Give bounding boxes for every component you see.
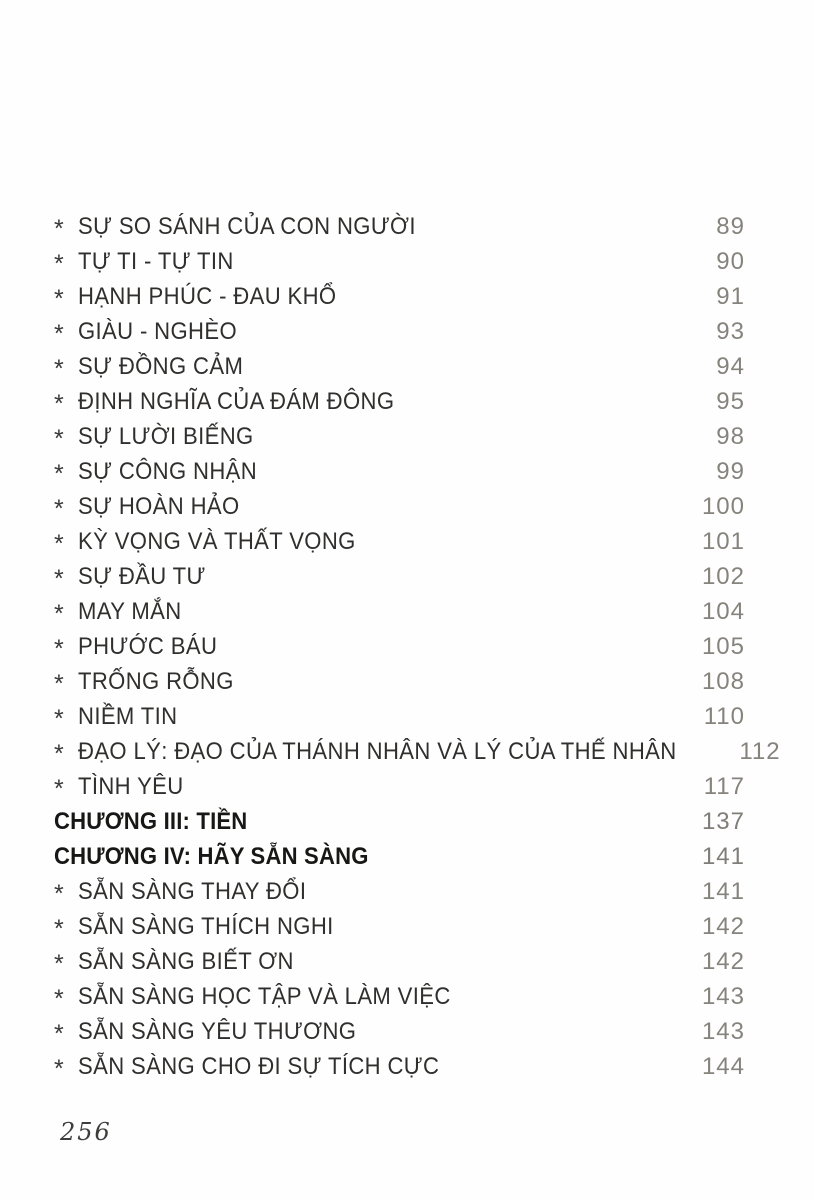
- toc-entry: [54, 769, 745, 804]
- entry-page-number: 99: [716, 457, 745, 485]
- asterisk-marker: *: [54, 600, 64, 628]
- toc-entry: [54, 279, 745, 314]
- footer-page-number: 256: [60, 1118, 112, 1146]
- entry-page-number: 104: [701, 597, 745, 625]
- entry-page-number: 105: [701, 632, 745, 660]
- entry-title: MAY MẮN: [78, 597, 182, 625]
- entry-title: PHƯỚC BÁU: [78, 632, 218, 660]
- toc-entry: [54, 524, 745, 559]
- entry-page-number: 101: [701, 527, 745, 555]
- entry-page-number: 91: [716, 282, 745, 310]
- entry-page-number: 117: [703, 772, 745, 800]
- entry-title: ĐỊNH NGHĨA CỦA ĐÁM ĐÔNG: [78, 387, 395, 415]
- entry-page-number: 98: [716, 422, 745, 450]
- toc-entry: [54, 419, 745, 454]
- entry-page-number: 94: [716, 352, 745, 380]
- entry-page-number: 141: [701, 877, 745, 905]
- toc-entry: [54, 314, 745, 349]
- entry-title: SỰ HOÀN HẢO: [78, 492, 240, 520]
- asterisk-marker: *: [54, 250, 64, 278]
- entry-page-number: 90: [716, 247, 745, 275]
- entry-title: SẴN SÀNG THÍCH NGHI: [78, 912, 334, 940]
- asterisk-marker: *: [54, 425, 64, 453]
- entry-title: SẴN SÀNG CHO ĐI SỰ TÍCH CỰC: [78, 1052, 440, 1080]
- entry-title: SẴN SÀNG BIẾT ƠN: [78, 947, 294, 975]
- toc-entry: [54, 699, 745, 734]
- asterisk-marker: *: [54, 285, 64, 313]
- asterisk-marker: *: [54, 1055, 64, 1083]
- asterisk-marker: *: [54, 215, 64, 243]
- asterisk-marker: *: [54, 985, 64, 1013]
- entry-title: SẴN SÀNG YÊU THƯƠNG: [78, 1017, 357, 1045]
- entry-title: SỰ SO SÁNH CỦA CON NGƯỜI: [78, 212, 416, 240]
- entry-title: SỰ LƯỜI BIẾNG: [78, 422, 254, 450]
- asterisk-marker: *: [54, 495, 64, 523]
- entry-title: TỰ TI - TỰ TIN: [78, 247, 234, 275]
- asterisk-marker: *: [54, 1020, 64, 1048]
- toc-entry: [54, 244, 745, 279]
- toc-entry: [54, 559, 745, 594]
- asterisk-marker: *: [54, 635, 64, 663]
- toc-entry: [54, 909, 745, 944]
- entry-page-number: 142: [701, 912, 745, 940]
- entry-title: CHƯƠNG IV: HÃY SẴN SÀNG: [54, 842, 369, 870]
- asterisk-marker: *: [54, 705, 64, 733]
- entry-title: GIÀU - NGHÈO: [78, 317, 237, 345]
- entry-page-number: 100: [701, 492, 745, 520]
- toc-entry: [54, 209, 745, 244]
- entry-page-number: 93: [716, 317, 745, 345]
- toc-chapter-entry: [54, 804, 745, 839]
- entry-page-number: 102: [701, 562, 745, 590]
- toc-entry: [54, 874, 745, 909]
- entry-title: TRỐNG RỖNG: [78, 667, 234, 695]
- asterisk-marker: *: [54, 320, 64, 348]
- asterisk-marker: *: [54, 390, 64, 418]
- asterisk-marker: *: [54, 670, 64, 698]
- asterisk-marker: *: [54, 740, 64, 768]
- entry-page-number: 144: [701, 1052, 745, 1080]
- asterisk-marker: *: [54, 950, 64, 978]
- toc-entry: [54, 384, 745, 419]
- entry-page-number: 89: [716, 212, 745, 240]
- toc-entry: [54, 664, 745, 699]
- entry-page-number: 142: [701, 947, 745, 975]
- asterisk-marker: *: [54, 775, 64, 803]
- asterisk-marker: *: [54, 565, 64, 593]
- entry-page-number: 110: [703, 702, 745, 730]
- toc-entry: [54, 349, 745, 384]
- entry-title: SỰ CÔNG NHẬN: [78, 457, 258, 485]
- toc-entry: [54, 944, 745, 979]
- entry-page-number: 108: [701, 667, 745, 695]
- asterisk-marker: *: [54, 530, 64, 558]
- entry-page-number: 112: [739, 737, 781, 765]
- toc-entry: [54, 629, 745, 664]
- asterisk-marker: *: [54, 460, 64, 488]
- toc-chapter-entry: [54, 839, 745, 874]
- entry-title: SỰ ĐẦU TƯ: [78, 562, 206, 590]
- asterisk-marker: *: [54, 915, 64, 943]
- toc-entry: [54, 734, 781, 769]
- entry-title: SẴN SÀNG THAY ĐỔI: [78, 877, 307, 905]
- entry-title: CHƯƠNG III: TIỀN: [54, 807, 248, 835]
- asterisk-marker: *: [54, 880, 64, 908]
- entry-title: NIỀM TIN: [78, 702, 178, 730]
- toc-entry: [54, 1014, 745, 1049]
- entry-title: HẠNH PHÚC - ĐAU KHỔ: [78, 282, 337, 310]
- toc-entry: [54, 489, 745, 524]
- entry-page-number: 137: [701, 807, 745, 835]
- entry-page-number: 141: [701, 842, 745, 870]
- entry-title: ĐẠO LÝ: ĐẠO CỦA THÁNH NHÂN VÀ LÝ CỦA THẾ NHÂN: [78, 737, 677, 765]
- entry-page-number: 95: [716, 387, 745, 415]
- entry-page-number: 143: [701, 982, 745, 1010]
- entry-page-number: 143: [701, 1017, 745, 1045]
- toc-entry: [54, 594, 745, 629]
- asterisk-marker: *: [54, 355, 64, 383]
- toc-entry: [54, 1049, 745, 1084]
- toc-entry: [54, 979, 745, 1014]
- entry-title: TÌNH YÊU: [78, 772, 184, 800]
- entry-title: KỲ VỌNG VÀ THẤT VỌNG: [78, 527, 356, 555]
- entry-title: SẴN SÀNG HỌC TẬP VÀ LÀM VIỆC: [78, 982, 451, 1010]
- entry-title: SỰ ĐỒNG CẢM: [78, 352, 244, 380]
- toc-entry: [54, 454, 745, 489]
- table-of-contents: [54, 209, 781, 1084]
